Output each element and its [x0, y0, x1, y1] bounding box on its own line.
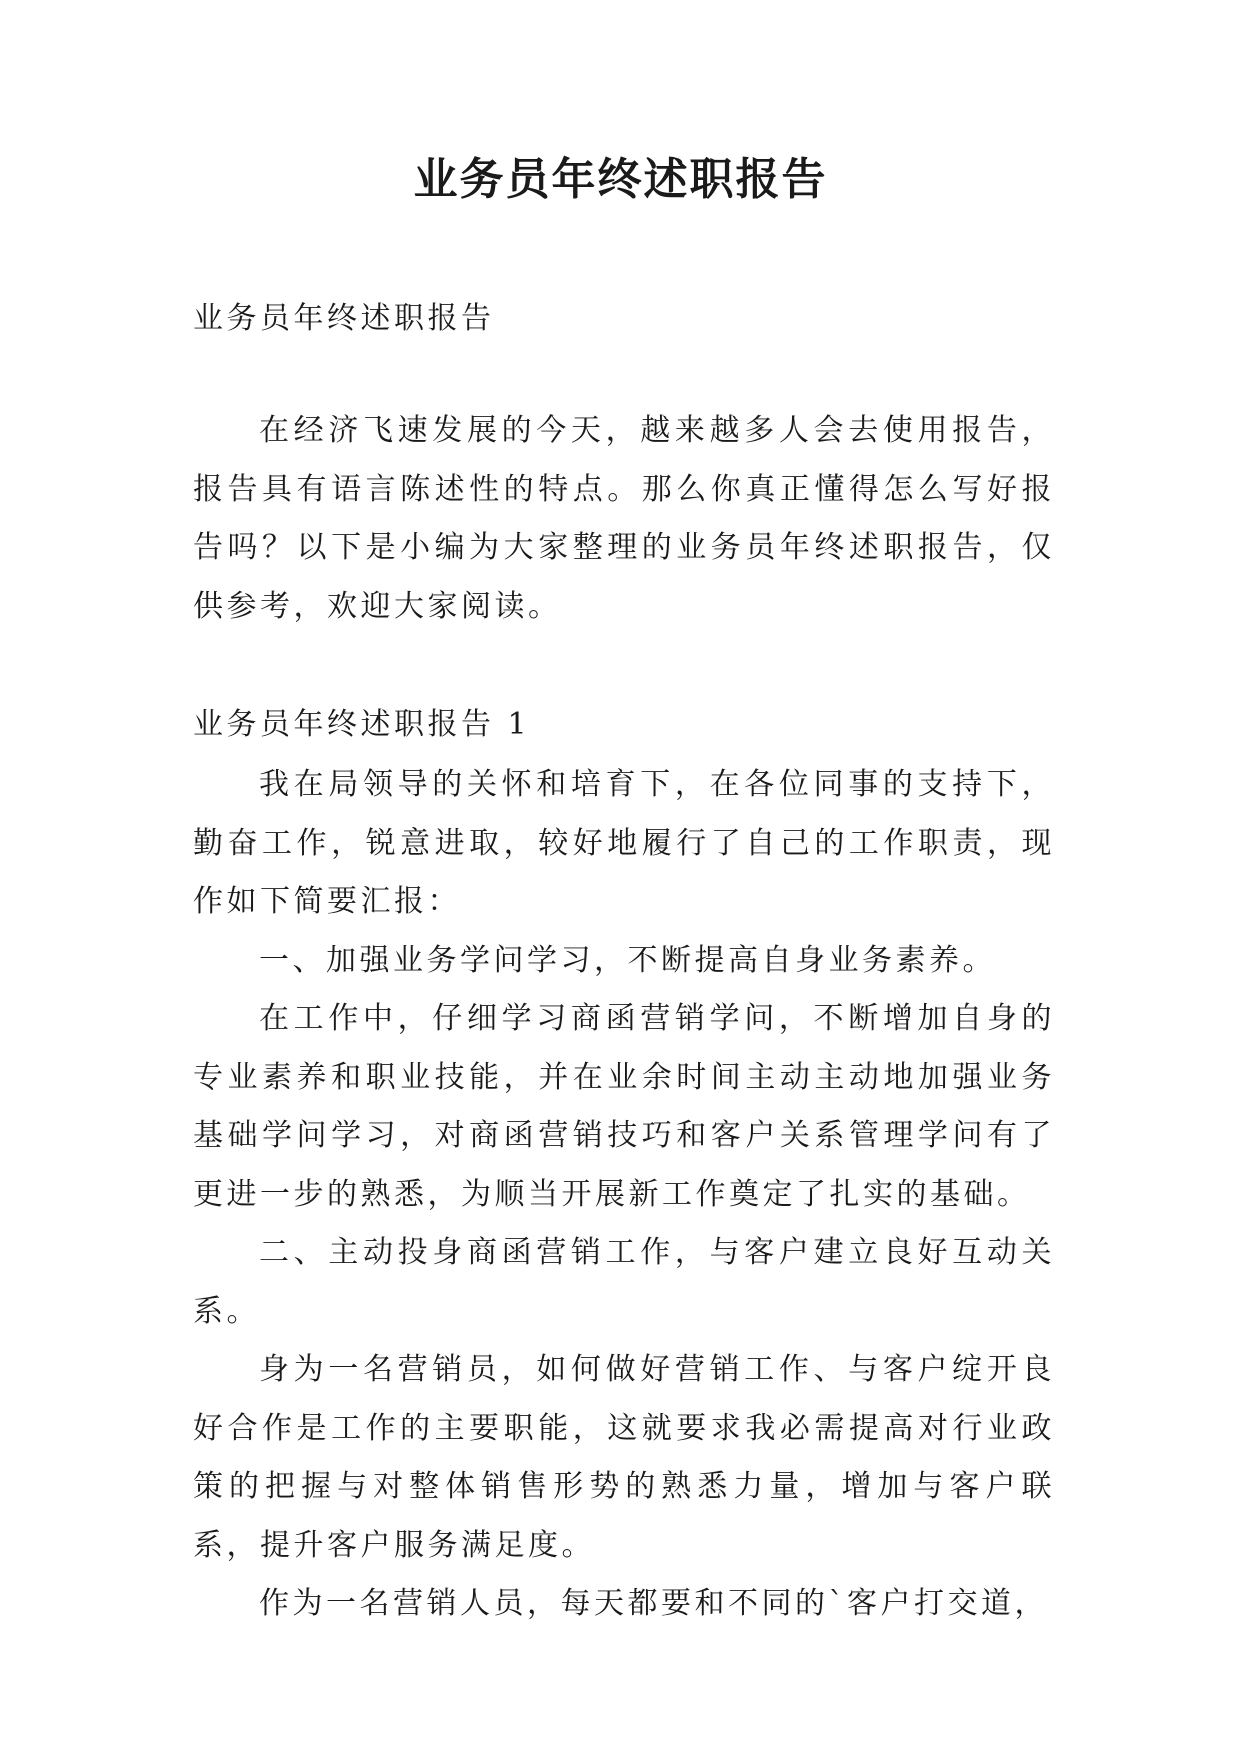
body-paragraph: 作为一名营销人员，每天都要和不同的`客户打交道， [259, 1586, 1048, 1621]
body-heading-2: 二、主动投身商函营销工作，与客户建立良好互动关系。 [193, 1235, 1055, 1329]
body-paragraph: 我在局领导的关怀和培育下，在各位同事的支持下，勤奋工作，锐意进取，较好地履行了自己的工作职责，现作如下简要汇报： [193, 767, 1055, 919]
document-title: 业务员年终述职报告 [413, 154, 828, 205]
body-heading-1: 一、加强业务学问学习，不断提高自身业务素养。 [259, 942, 996, 978]
intro-paragraph: 在经济飞速发展的今天，越来越多人会去使用报告，报告具有语言陈述性的特点。那么你真正懂得怎么写好报告吗？以下是小编为大家整理的业务员年终述职报告，仅供参考，欢迎大家阅读。 [193, 413, 1055, 624]
body-paragraph: 身为一名营销员，如何做好营销工作、与客户绽开良好合作是工作的主要职能，这就要求我必需提高对行业政策的把握与对整体销售形势的熟悉力量，增加与客户联系，提升客户服务满足度。 [193, 1352, 1055, 1563]
body-paragraph: 在工作中，仔细学习商函营销学问，不断增加自身的专业素养和职业技能，并在业余时间主动主动地加强业务基础学问学习，对商函营销技巧和客户关系管理学问有了更进一步的熟悉，为顺当开展新工作奠定了扎实的基础。 [193, 1001, 1055, 1212]
document-subtitle: 业务员年终述职报告 [193, 301, 495, 336]
report-body [193, 756, 1055, 1634]
section-heading: 业务员年终述职报告 1 [193, 707, 531, 742]
